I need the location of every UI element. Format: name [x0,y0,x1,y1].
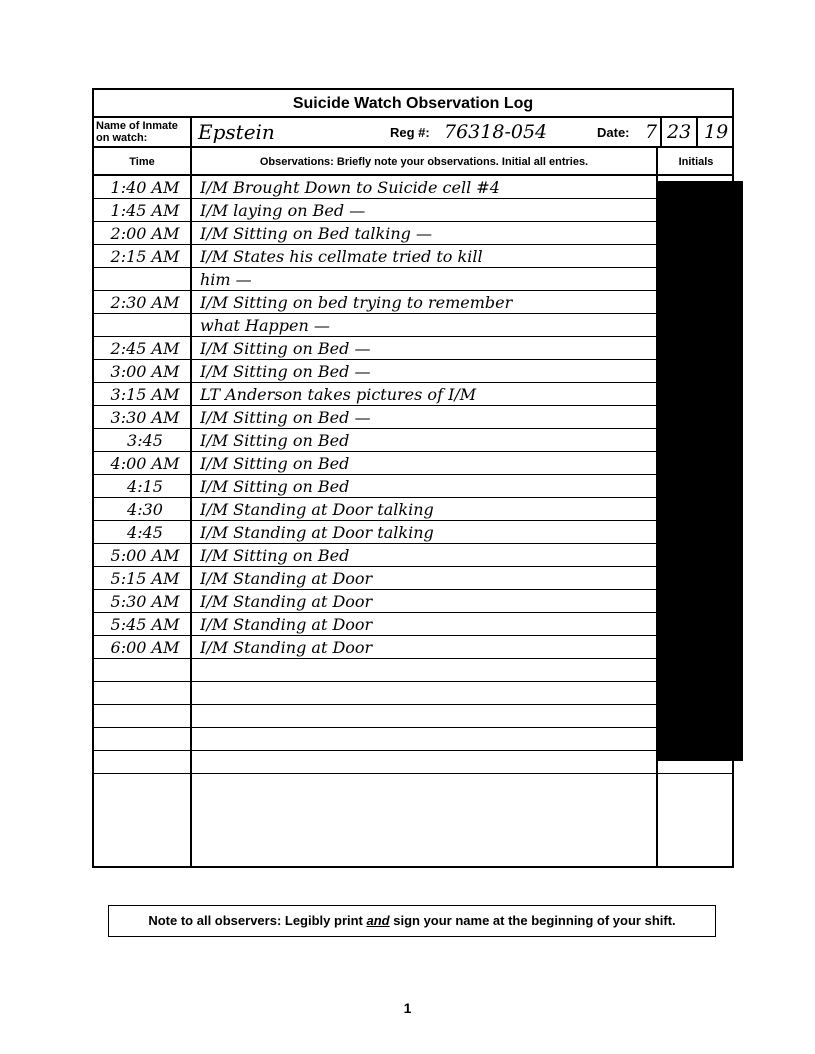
time-cell: 4:45 [127,523,163,542]
observation-cell: I/M States his cellmate tried to kill [200,247,483,266]
observation-cell: I/M Sitting on Bed [200,454,350,473]
observation-cell: I/M Standing at Door [200,569,373,588]
time-cell: 1:40 AM [110,178,180,197]
note-suffix: sign your name at the beginning of your shift. [389,913,676,928]
time-cell: 4:15 [127,477,163,496]
date-separator [660,118,662,146]
observation-cell: I/M Brought Down to Suicide cell #4 [200,178,500,197]
reg-number-value: 76318-054 [444,121,548,143]
reg-number-label: Reg #: [390,125,430,140]
time-cell: 2:45 AM [110,339,180,358]
observation-cell: I/M Sitting on Bed — [200,408,371,427]
observation-cell: I/M Standing at Door [200,615,373,634]
time-cell: 4:30 [127,500,163,519]
observation-cell: I/M laying on Bed — [200,201,366,220]
observation-cell: I/M Sitting on Bed [200,546,350,565]
observer-note [108,905,716,937]
date-separator [696,118,698,146]
note-emphasis: and [366,913,390,928]
observation-log-form [92,88,734,868]
observation-cell: I/M Standing at Door [200,638,373,657]
observations-column-header: Observations: Briefly note your observations. Initial all entries. [259,156,589,168]
time-cell: 5:15 AM [110,569,180,588]
time-column-header: Time [129,156,155,168]
time-cell: 3:30 AM [110,408,180,427]
page-number: 1 [403,1000,412,1016]
observation-cell: I/M Sitting on Bed [200,431,350,450]
observation-cell: I/M Standing at Door talking [200,523,434,542]
inmate-name-label: Name of Inmate on watch: [96,120,178,144]
date-label: Date: [597,125,630,140]
note-prefix: Note to all observers: Legibly print [148,913,367,928]
observation-cell: LT Anderson takes pictures of I/M [200,385,477,404]
time-cell: 2:00 AM [110,224,180,243]
observation-cell: I/M Sitting on Bed — [200,339,371,358]
observation-cell: I/M Sitting on bed trying to remember [200,293,513,312]
observation-cell: I/M Sitting on Bed — [200,362,371,381]
date-month-value: 7 [645,121,658,143]
redacted-initials-block [657,181,743,761]
time-cell: 2:30 AM [110,293,180,312]
date-day-value: 23 [667,121,692,143]
time-column-divider [190,148,192,866]
time-cell: 6:00 AM [110,638,180,657]
observation-cell: I/M Standing at Door [200,592,373,611]
time-cell: 5:00 AM [110,546,180,565]
time-cell: 3:45 [127,431,163,450]
observation-cell: him — [200,270,252,289]
observation-cell: what Happen — [200,316,330,335]
inmate-name-value: Epstein [198,120,275,144]
time-cell: 5:30 AM [110,592,180,611]
time-cell: 2:15 AM [110,247,180,266]
observation-cell: I/M Sitting on Bed [200,477,350,496]
form-title: Suicide Watch Observation Log [94,90,732,118]
time-cell: 1:45 AM [110,201,180,220]
inmate-info-row [94,118,732,148]
name-divider [190,118,192,146]
time-cell: 3:15 AM [110,385,180,404]
initials-column-header: Initials [678,156,714,168]
observation-cell: I/M Standing at Door talking [200,500,434,519]
time-cell: 5:45 AM [110,615,180,634]
time-cell: 4:00 AM [110,454,180,473]
time-cell: 3:00 AM [110,362,180,381]
date-year-value: 19 [704,121,729,143]
observation-cell: I/M Sitting on Bed talking — [200,224,432,243]
